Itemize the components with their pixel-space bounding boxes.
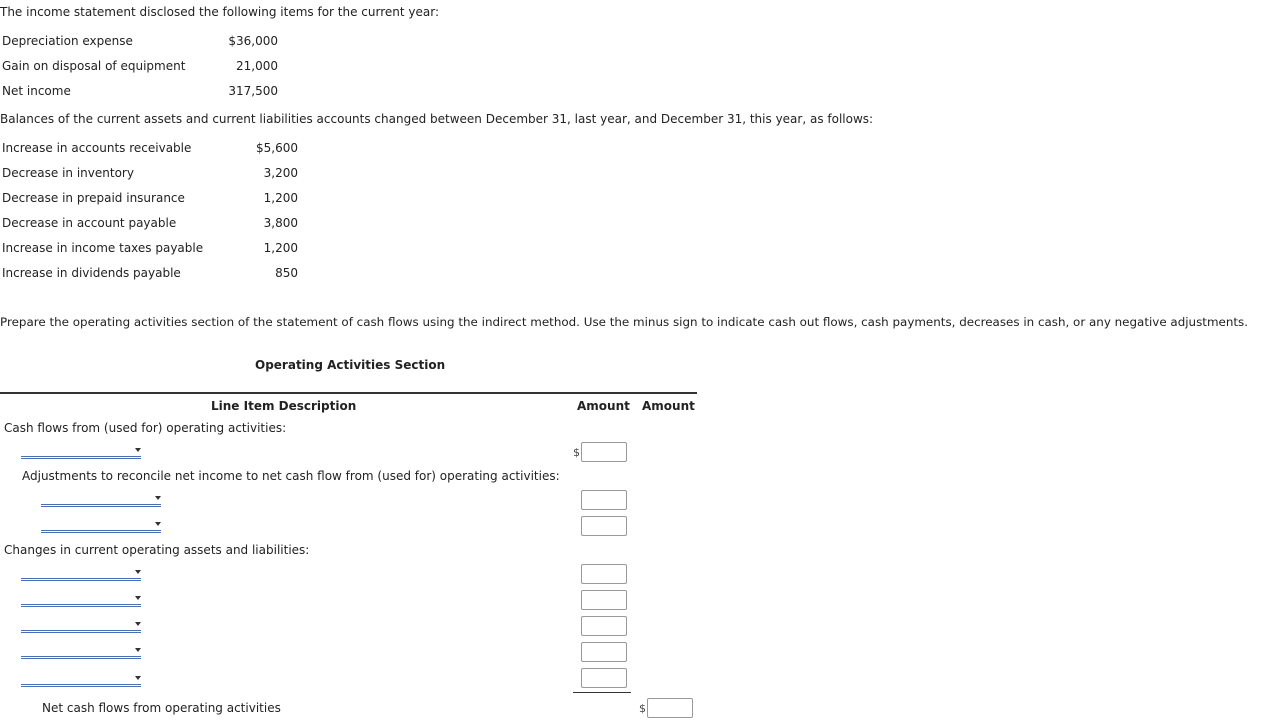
chevron-down-icon bbox=[135, 596, 141, 600]
income-item-label: Gain on disposal of equipment bbox=[2, 59, 186, 73]
change-input-3[interactable] bbox=[581, 616, 627, 636]
instructions-text: Prepare the operating activities section of the statement of cash flows using the indirect method. Use the minus sign to indicate cash out flows, cash payments, decreases in cash, or any negative adjustments. bbox=[0, 315, 1249, 329]
balance-item-value: $5,600 bbox=[256, 141, 298, 155]
form-title: Operating Activities Section bbox=[255, 358, 446, 372]
adjustment-select-2[interactable] bbox=[41, 519, 161, 531]
balances-intro-text: Balances of the current assets and current liabilities accounts changed between December 31, last year, and December 31, this year, as follows: bbox=[0, 112, 874, 126]
chevron-down-icon bbox=[135, 622, 141, 626]
income-item-label: Net income bbox=[2, 84, 71, 98]
chevron-down-icon bbox=[135, 676, 141, 680]
balance-item-label: Increase in income taxes payable bbox=[2, 241, 204, 255]
dollar-sign: $ bbox=[573, 446, 580, 459]
chevron-down-icon bbox=[135, 570, 141, 574]
income-item-label: Depreciation expense bbox=[2, 34, 133, 48]
col-header-description: Line Item Description bbox=[211, 399, 357, 413]
change-input-5[interactable] bbox=[581, 668, 627, 688]
net-cash-flows-input[interactable] bbox=[647, 698, 693, 718]
balance-item-label: Decrease in prepaid insurance bbox=[2, 191, 185, 205]
balance-item-value: 3,200 bbox=[263, 166, 298, 180]
chevron-down-icon bbox=[135, 648, 141, 652]
balance-item-label: Increase in dividends payable bbox=[2, 266, 181, 280]
balance-item-label: Decrease in inventory bbox=[2, 166, 134, 180]
dollar-sign: $ bbox=[639, 702, 646, 715]
income-item-value: $36,000 bbox=[228, 34, 278, 48]
adjustment-input-1[interactable] bbox=[581, 490, 627, 510]
change-select-4[interactable] bbox=[21, 645, 141, 657]
balance-item-value: 1,200 bbox=[263, 241, 298, 255]
amount-input-1[interactable] bbox=[581, 442, 627, 462]
form-top-rule bbox=[0, 392, 697, 394]
change-input-1[interactable] bbox=[581, 564, 627, 584]
change-input-4[interactable] bbox=[581, 642, 627, 662]
chevron-down-icon bbox=[155, 522, 161, 526]
adjustments-label: Adjustments to reconcile net income to net cash flow from (used for) operating activities: bbox=[22, 469, 560, 483]
change-select-2[interactable] bbox=[21, 593, 141, 605]
chevron-down-icon bbox=[135, 448, 141, 452]
adjustment-input-2[interactable] bbox=[581, 516, 627, 536]
changes-label: Changes in current operating assets and liabilities: bbox=[4, 543, 310, 557]
balance-item-value: 850 bbox=[275, 266, 298, 280]
subtotal-rule bbox=[573, 692, 631, 693]
chevron-down-icon bbox=[155, 496, 161, 500]
col-header-amount-2: Amount bbox=[642, 399, 695, 413]
balance-item-label: Increase in accounts receivable bbox=[2, 141, 192, 155]
change-select-3[interactable] bbox=[21, 619, 141, 631]
net-cash-flows-label: Net cash flows from operating activities bbox=[42, 701, 281, 715]
cash-flows-label: Cash flows from (used for) operating activities: bbox=[4, 421, 287, 435]
change-input-2[interactable] bbox=[581, 590, 627, 610]
balance-item-label: Decrease in account payable bbox=[2, 216, 177, 230]
balance-item-value: 1,200 bbox=[263, 191, 298, 205]
intro-text: The income statement disclosed the following items for the current year: bbox=[0, 5, 440, 19]
income-item-value: 317,500 bbox=[228, 84, 278, 98]
income-item-value: 21,000 bbox=[236, 59, 278, 73]
adjustment-select-1[interactable] bbox=[41, 493, 161, 505]
line-item-select-1[interactable] bbox=[21, 445, 141, 457]
change-select-5[interactable] bbox=[21, 673, 141, 685]
balance-item-value: 3,800 bbox=[263, 216, 298, 230]
change-select-1[interactable] bbox=[21, 567, 141, 579]
col-header-amount-1: Amount bbox=[577, 399, 630, 413]
